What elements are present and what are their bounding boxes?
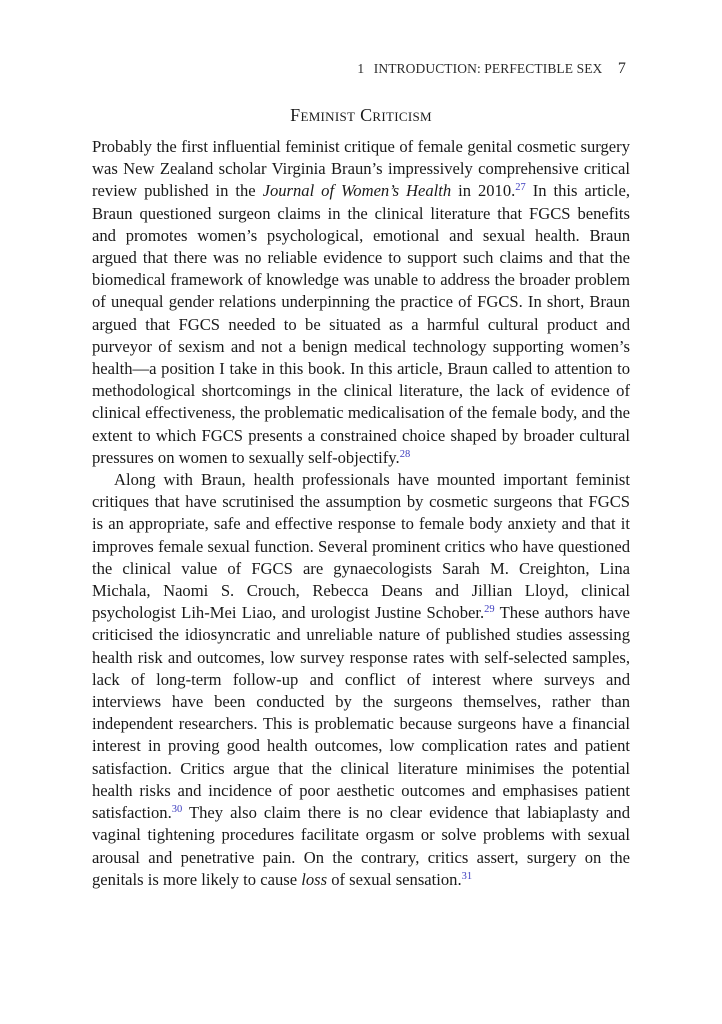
- footnote-ref-31[interactable]: 31: [461, 870, 473, 882]
- paragraph-text: in 2010.: [451, 181, 516, 201]
- chapter-title: INTRODUCTION: PERFECTIBLE SEX: [373, 61, 603, 76]
- footnote-ref-27[interactable]: 27: [515, 182, 526, 194]
- footnote-ref-28[interactable]: 28: [399, 448, 411, 460]
- paragraph-1: [92, 136, 630, 469]
- paragraph-text: These authors have criticised the idiosyncratic and unreliable nature of published studies assessing health risk and outcomes, low survey response rates with self-selected samples, lack of long-term follow-up and conflict of interest where surveys and interviews have been conducted by the surgeons themselves, rather than independent researchers. This is problematic because surgeons have a financial interest in proving good health outcomes, low complication rates and patient satisfaction. Critics argue that the clinical literature minimises the potential health risks and incidence of poor aesthetic outcomes and emphasises patient satisfaction.: [92, 603, 630, 823]
- paragraph-text: Probably the first influential feminist critique of female genital cosmetic surgery was New Zealand scholar Virginia Braun’s impressively comprehensive critical review published in the: [92, 137, 630, 201]
- journal-title: Journal of Women’s Health: [262, 181, 452, 201]
- paragraph-2: [92, 469, 630, 891]
- paragraph-text: Along with Braun, health professionals have mounted important feminist critiques that have scrutinised the assumption by cosmetic surgeons that FGCS is an appropriate, safe and effective response to female body anxiety and that it improves female sexual function. Several prominent critics who have questioned the clinical value of FGCS are gynaecologists Sarah M. Creighton, Lina Michala, Naomi S. Crouch, Rebecca Deans and Jillian Lloyd, clinical psychologist Lih-Mei Liao, and urologist Justine Schober.: [92, 470, 630, 623]
- paragraph-text: of sexual sensation.: [327, 869, 462, 889]
- running-header: [357, 60, 626, 78]
- emphasis-text: loss: [301, 869, 328, 889]
- paragraph-text: They also claim there is no clear evidence that labiaplasty and vaginal tightening procedures facilitate orgasm or solve problems with sexual arousal and penetrative pain. On the contrary, critics assert, surgery on the genitals is more likely to cause: [92, 803, 630, 889]
- footnote-ref-29[interactable]: 29: [484, 604, 495, 616]
- section-title: Feminist Criticism: [290, 105, 432, 125]
- page-number: 7: [617, 60, 626, 77]
- footnote-ref-30[interactable]: 30: [171, 804, 183, 816]
- body-text: [92, 136, 630, 891]
- chapter-number: 1: [357, 61, 365, 76]
- paragraph-text: In this article, Braun questioned surgeon claims in the clinical literature that FGCS benefits and promotes women’s psychological, emotional and sexual health. Braun argued that there was no reliable evidence to support such claims and that the biomedical framework of knowledge was unable to address the broader problem of unequal gender relations underpinning the practice of FGCS. In short, Braun argued that FGCS needed to be situated as a harmful cultural product and purveyor of sexism and not a benign medical technology supporting women’s health—a position I take in this book. In this article, Braun called to attention to methodological shortcomings in the clinical literature, the lack of evidence of clinical effectiveness, the problematic medicalisation of the female body, and the extent to which FGCS presents a constrained choice shaped by broader cultural pressures on women to sexually self-objectify.: [92, 181, 630, 467]
